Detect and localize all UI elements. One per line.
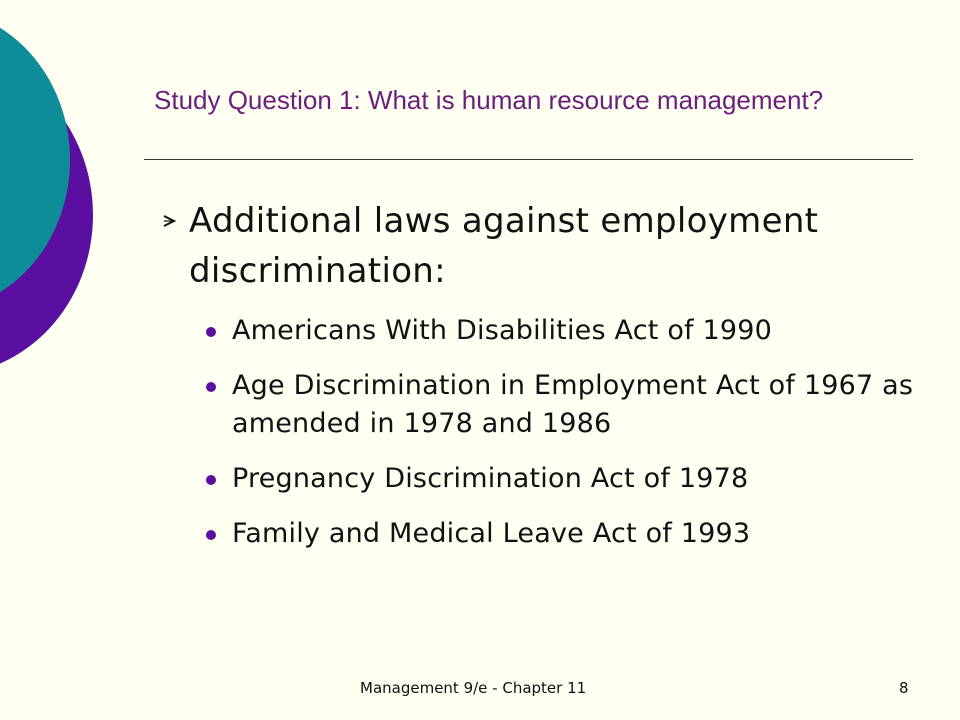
page-number: 8 bbox=[899, 679, 909, 697]
dot-bullet-icon bbox=[206, 382, 216, 392]
sub-bullet-list bbox=[154, 312, 914, 553]
dot-bullet-icon bbox=[206, 475, 216, 485]
sub-bullet-item bbox=[154, 312, 914, 350]
sub-bullet-text: Americans With Disabilities Act of 1990 bbox=[232, 315, 773, 346]
dot-bullet-icon bbox=[206, 530, 216, 540]
title-divider bbox=[144, 159, 913, 160]
decorative-circles bbox=[0, 0, 120, 400]
dot-bullet-icon bbox=[206, 327, 216, 337]
main-bullet-text: Additional laws against employment discrimination: bbox=[189, 201, 819, 291]
sub-bullet-item bbox=[154, 460, 914, 498]
slide-title: Study Question 1: What is human resource management? bbox=[154, 85, 824, 115]
sub-bullet-item bbox=[154, 367, 914, 443]
sub-bullet-text: Pregnancy Discrimination Act of 1978 bbox=[232, 463, 749, 494]
sub-bullet-text: Family and Medical Leave Act of 1993 bbox=[232, 518, 751, 549]
sub-bullet-text: Age Discrimination in Employment Act of 1967 as amended in 1978 and 1986 bbox=[232, 370, 914, 439]
sub-bullet-item bbox=[154, 515, 914, 553]
arrow-bullet-icon bbox=[162, 214, 176, 228]
main-bullet-item bbox=[154, 196, 914, 296]
slide-content bbox=[154, 196, 914, 570]
footer-course-label: Management 9/e - Chapter 11 bbox=[360, 679, 587, 697]
